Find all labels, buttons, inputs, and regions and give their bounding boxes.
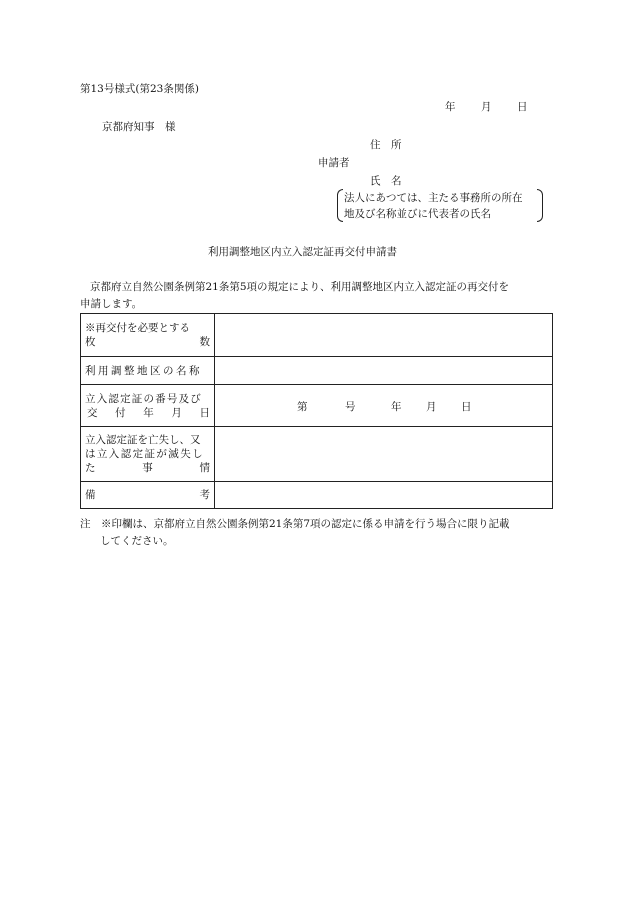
count-label-char1: 枚 [85,336,96,348]
application-table [80,313,553,509]
document-title: 利用調整地区内立入認定証再交付申請書 [208,246,397,258]
area-name-field[interactable] [215,357,553,385]
table-row-count [81,314,553,357]
form-number: 第13号様式(第23条関係) [80,83,199,95]
certificate-tsuki: 月 [426,400,437,413]
corporation-note-line2: 地及び名称並びに代表者の氏名 [344,208,491,220]
table-row-certificate [81,385,553,427]
certificate-nen: 年 [391,400,402,413]
applicant-label: 申請者 [318,157,350,169]
name-label: 氏 名 [370,175,402,187]
certificate-field[interactable] [215,385,553,427]
body-text-line2: 申請します。 [80,298,143,310]
date-day: 日 [517,101,528,113]
body-text-line1: 京都府立自然公園条例第21条第5項の規定により、利用調整地区内立入認定証の再交付を [90,281,510,293]
remarks-field[interactable] [215,482,553,509]
remarks-label: 備 考 [81,482,215,509]
note-line1: 注 ※印欄は、京都府立自然公園条例第21条第7項の認定に係る申請を行う場合に限り記載 [80,518,510,530]
certificate-go: 号 [345,400,356,413]
date-year: 年 [445,101,456,113]
right-bracket [537,189,543,222]
certificate-label: 立入認定証の番号及び 交 付 年 月 日 [81,385,215,427]
date-month: 月 [481,101,492,113]
corporation-note-line1: 法人にあつては、主たる事務所の所在 [344,192,523,204]
area-name-label: 利用調整地区の名称 [81,357,215,385]
count-label [81,314,215,357]
count-label-char2: 数 [199,336,210,348]
certificate-dai: 第 [297,400,308,413]
table-row-area [81,357,553,385]
certificate-hi: 日 [461,400,472,413]
address-label: 住 所 [370,139,402,151]
addressee: 京都府知事 様 [102,121,176,133]
table-row-remarks [81,482,553,509]
count-label-line1: ※再交付を必要とする [85,322,190,334]
left-bracket [337,189,343,222]
table-row-reason [81,427,553,482]
reason-label: 立入認定証を亡失し、又 は立入認定証が滅失し た 事 情 [81,427,215,482]
corporation-note [337,189,543,220]
count-field[interactable] [215,314,553,357]
reason-field[interactable] [215,427,553,482]
note-line2: してください。 [100,535,174,547]
